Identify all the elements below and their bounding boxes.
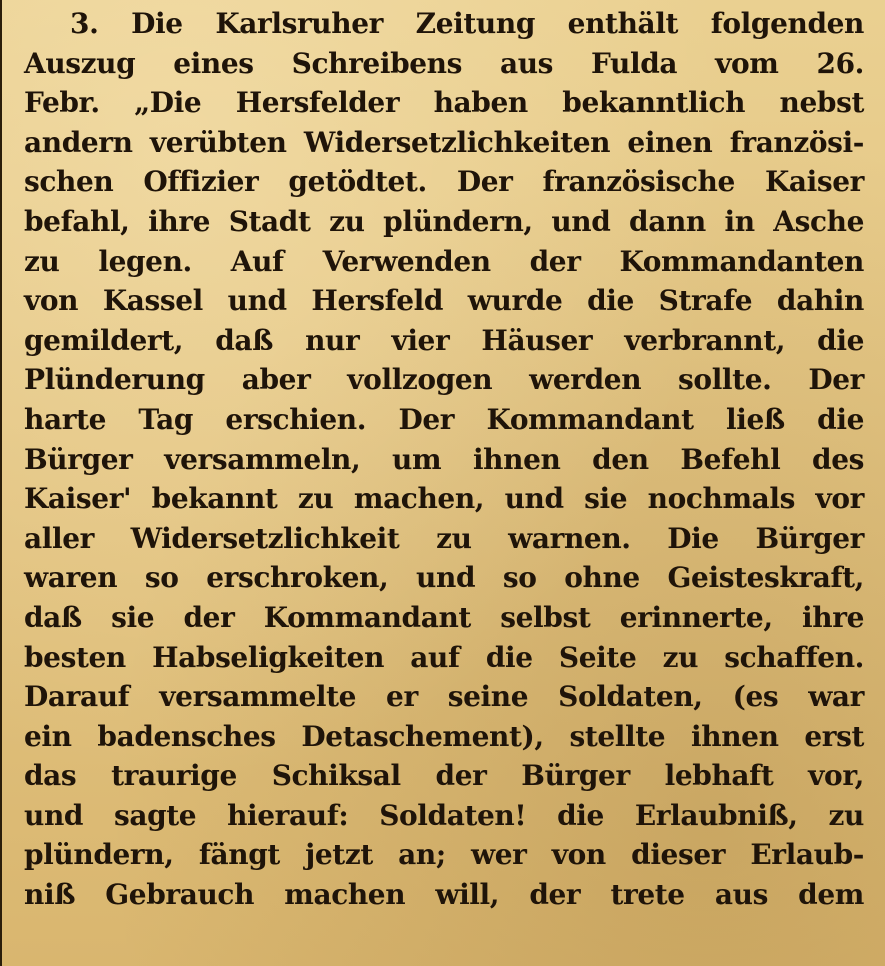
text-line-6: befahl, ihre Stadt zu plündern, und dann in Asche: [24, 204, 864, 238]
text-line-23: niß Gebrauch machen will, der trete aus dem: [24, 878, 864, 912]
text-line-8: von Kassel und Hersfeld wurde die Strafe dahin: [24, 284, 864, 318]
text-line-14: aller Widersetzlichkeit zu warnen. Die Bürger: [24, 521, 864, 555]
text-line-20: das traurige Schiksal der Bürger lebhaft vor,: [24, 759, 864, 793]
text-line-3: Febr. „Die Hersfelder haben bekanntlich nebst: [24, 86, 864, 120]
text-line-12: Bürger versammeln, um ihnen den Befehl des: [24, 442, 864, 476]
text-line-17: besten Habseligkeiten auf die Seite zu schaffen.: [24, 640, 864, 674]
text-line-4: andern verübten Widersetzlichkeiten einen französi-: [24, 125, 864, 159]
text-line-13: Kaiser' bekannt zu machen, und sie nochmals vor: [24, 482, 864, 516]
text-line-5: schen Offizier getödtet. Der französische Kaiser: [24, 165, 864, 199]
text-line-10: Plünderung aber vollzogen werden sollte. Der: [24, 363, 864, 397]
text-line-15: waren so erschroken, und so ohne Geisteskraft,: [24, 561, 864, 595]
article-text: [24, 4, 864, 915]
text-line-7: zu legen. Auf Verwenden der Kommandanten: [24, 244, 864, 278]
text-line-11: harte Tag erschien. Der Kommandant ließ die: [24, 402, 864, 436]
text-line-16: daß sie der Kommandant selbst erinnerte, ihre: [24, 600, 864, 634]
text-line-21: und sagte hierauf: Soldaten! die Erlaubniß, zu: [24, 798, 864, 832]
text-line-19: ein badensches Detaschement), stellte ihnen erst: [24, 719, 864, 753]
text-line-2: Auszug eines Schreibens aus Fulda vom 26.: [24, 46, 864, 80]
text-line-9: gemildert, daß nur vier Häuser verbrannt, die: [24, 323, 864, 357]
text-line-22: plündern, fängt jetzt an; wer von dieser Erlaub-: [24, 838, 864, 872]
text-line-18: Darauf versammelte er seine Soldaten, (es war: [24, 680, 864, 714]
text-line-1: 3. Die Karlsruher Zeitung enthält folgenden: [70, 7, 864, 40]
